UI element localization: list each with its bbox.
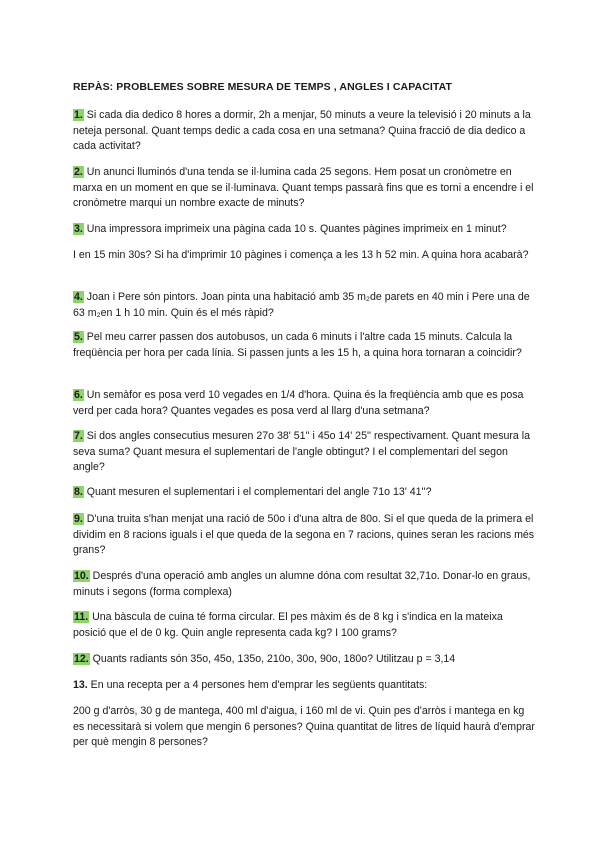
problem-number: 4. [74,291,83,303]
problem-2 [73,165,535,212]
problem-number: 10. [74,570,89,582]
problem-number: 2. [74,166,83,178]
problem-text: Joan i Pere són pintors. Joan pinta una habitació amb 35 m₂de parets en 40 min i Pere una de 63 m₂en 1 h 10 min. Quin és el més ràpid? [73,291,530,319]
problem-6 [73,388,535,419]
problem-text: Si dos angles consecutius mesuren 27o 38' 51'' i 45o 14' 25'' respectivament. Quant mesura la seva suma? Quant mesura el suplementari de l'angle obtingut? I el complementari del segon angle? [73,430,530,474]
problem-text: Quant mesuren el suplementari i el complementari del angle 71o 13' 41''? [83,486,432,498]
problem-12 [73,652,535,668]
problem-number: 12. [74,653,89,665]
problem-number: 1. [74,109,83,121]
problem-text: 200 g d'arròs, 30 g de mantega, 400 ml d'aigua, i 160 ml de vi. Quin pes d'arròs i mantega en kg es necessitarà si volem que mengin 6 persones? Quina quantitat de litres de líquid haurà d'emprar per què mengin 8 persones? [73,705,535,749]
problem-3-continuation [73,248,535,264]
problem-4 [73,290,535,321]
problem-text: Un semàfor es posa verd 10 vegades en 1/4 d'hora. Quina és la freqüència amb que es posa verd per cada hora? Quantes vegades es posa verd al llarg d'una setmana? [73,389,524,417]
problem-text: Després d'una operació amb angles un alumne dóna com resultat 32,71o. Donar-lo en graus, minuts i segons (forma complexa) [73,570,531,598]
problem-text: Si cada dia dedico 8 hores a dormir, 2h a menjar, 50 minuts a veure la televisió i 20 minuts a la neteja personal. Quant temps dedic a cada cosa en una setmana? Quina fracció de dia dedico a cada activitat? [73,109,531,153]
page-title: REPÀS: PROBLEMES SOBRE MESURA DE TEMPS , ANGLES I CAPACITAT [73,81,453,93]
problem-number: 3. [74,223,83,235]
problem-text: D'una truita s'han menjat una ració de 50o i d'una altra de 80o. Si el que queda de la primera el dividim en 8 racions iguals i el que queda de la segona en 7 racions, quines seran les racions més grans? [73,513,535,557]
problem-number: 6. [74,389,83,401]
problem-text: Quants radiants són 35o, 45o, 135o, 210o, 30o, 90o, 180o? Utilitzau p = 3,14 [89,653,456,665]
problem-5 [73,330,535,361]
problem-number: 8. [74,486,83,498]
problem-text: I en 15 min 30s? Si ha d'imprimir 10 pàgines i comença a les 13 h 52 min. A quina hora acabarà? [73,249,529,261]
problem-text: Un anunci lluminós d'una tenda se il·lumina cada 25 segons. Hem posat un cronòmetre en marxa en un moment en que se il·luminava. Quant temps passarà fins que es torni a encendre i el cronòmetre marqui un nombre exacte de minuts? [73,166,534,210]
problem-number: 5. [74,331,83,343]
problem-11 [73,610,535,641]
problem-number: 9. [74,513,83,525]
problem-3 [73,222,535,238]
problem-10 [73,569,535,600]
problem-text: Una bàscula de cuina té forma circular. El pes màxim és de 8 kg i s'indica en la mateixa posició que el de 0 kg. Quin angle representa cada kg? I 100 grams? [73,611,503,639]
problem-13-continuation [73,704,535,751]
problem-1 [73,108,535,155]
problem-number: 11. [74,611,89,623]
problem-text: Pel meu carrer passen dos autobusos, un cada 6 minuts i l'altre cada 15 minuts. Calcula la freqüència per hora per cada línia. Si passen junts a les 15 h, a quina hora tornaran a coincidir? [73,331,522,359]
problem-number: 13. [73,679,88,691]
problem-text: En una recepta per a 4 persones hem d'emprar les següents quantitats: [87,679,428,691]
problem-number: 7. [74,430,83,442]
problem-text: Una impressora imprimeix una pàgina cada 10 s. Quantes pàgines imprimeix en 1 minut? [83,223,507,235]
problem-7 [73,429,535,476]
problem-9 [73,512,535,559]
problem-13 [73,678,535,694]
problem-8 [73,485,535,501]
